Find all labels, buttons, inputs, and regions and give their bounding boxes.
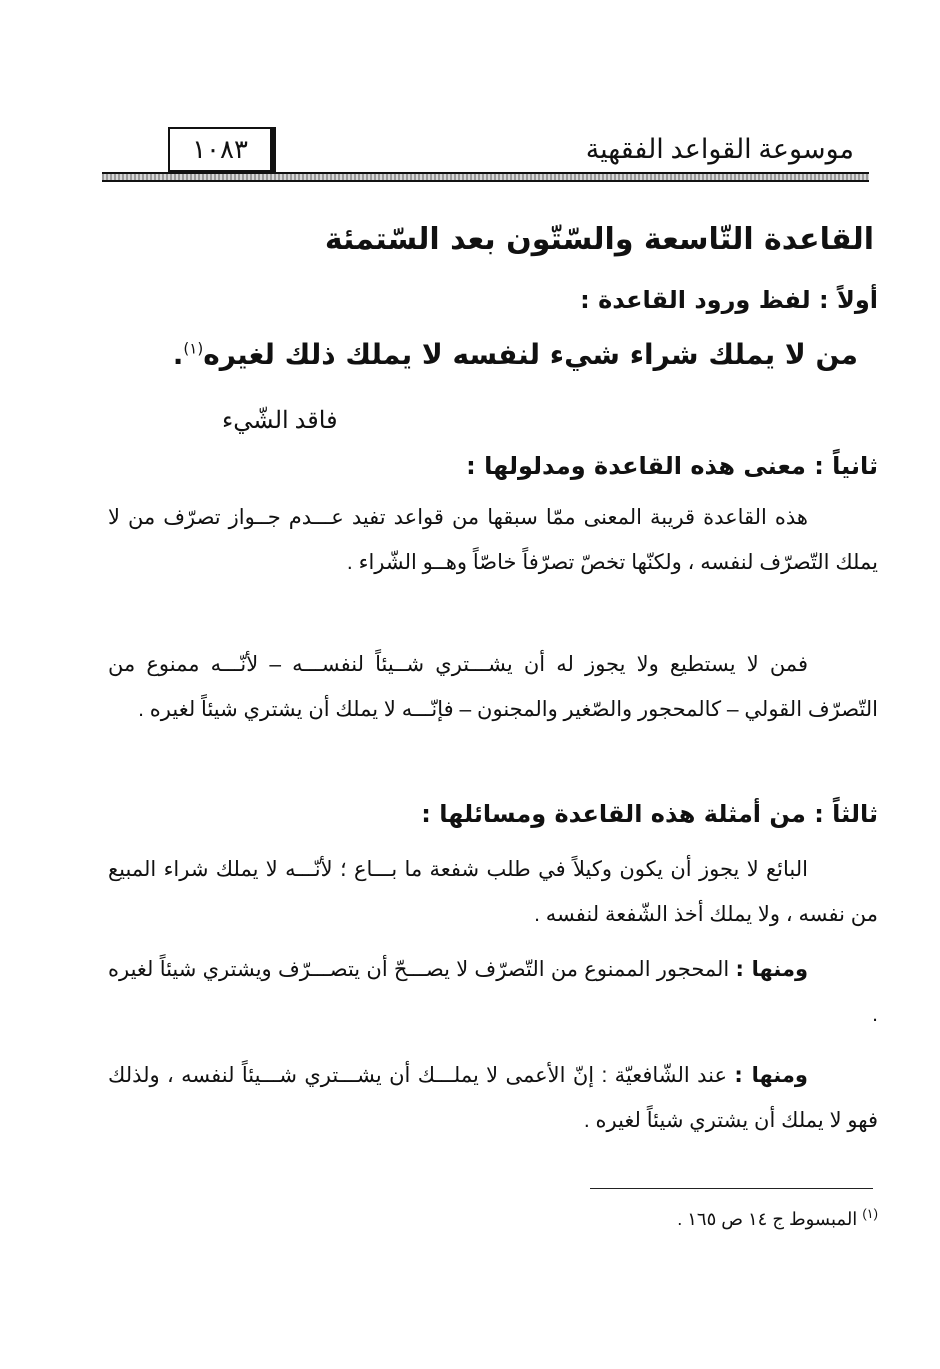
rule-text-body: من لا يملك شراء شيء لنفسه لا يملك ذلك لغيره [203, 338, 858, 371]
footnote [677, 1206, 878, 1230]
example-paragraph-2 [108, 947, 878, 1037]
footnote-rule [590, 1188, 873, 1189]
page-number: ١٠٨٣ [192, 134, 248, 164]
keyword: فاقد الشّيء [222, 408, 338, 434]
rule-text-end: . [172, 338, 184, 371]
paragraph-text: فمن لا يستطيع ولا يجوز له أن يشـــتري شــيئاً لنفســـه – لأنّـــه ممنوع من التّصرّف القولي – كالمحجور والصّغير والمجنون – فإنّـــه لا يملك أن يشتري شيئاً لغيره . [108, 653, 878, 721]
footnote-marker: (١) [862, 1206, 878, 1221]
section-heading-third: ثالثاً : من أمثلة هذه القاعدة ومسائلها : [421, 800, 878, 828]
header-rule [102, 172, 869, 182]
page-number-box [168, 127, 276, 175]
rule-text [173, 338, 858, 371]
meaning-paragraph-1 [108, 496, 878, 585]
paragraph-text: هذه القاعدة قريبة المعنى ممّا سبقها من قواعد تفيد عـــدم جــواز تصرّف من لا يملك التّصرّف لنفسه ، ولكنّها تخصّ تصرّفاً خاصّاً وهــو الشّراء . [108, 506, 878, 574]
book-title: موسوعة القواعد الفقهية [585, 134, 854, 164]
footnote-text: المبسوط ج ١٤ ص ١٦٥ . [677, 1209, 858, 1229]
paragraph-text: البائع لا يجوز أن يكون وكيلاً في طلب شفعة ما بـــاع ؛ لأنّـــه لا يملك شراء المبيع من نفسه ، ولا يملك أخذ الشّفعة لنفسه . [108, 858, 878, 926]
rule-heading: القاعدة التّاسعة والسّتّون بعد السّتمئة [324, 222, 874, 257]
meaning-paragraph-2 [108, 643, 878, 732]
section-heading-first: أولاً : لفظ ورود القاعدة : [580, 286, 878, 314]
paragraph-text: المحجور الممنوع من التّصرّف لا يصـــحّ أن يتصـــرّف ويشتري شيئاً لغيره . [108, 958, 878, 1026]
example-lead: ومنها : [735, 957, 808, 981]
footnote-ref[interactable]: (١) [183, 339, 204, 358]
example-paragraph-3 [108, 1053, 878, 1143]
example-paragraph-1 [108, 848, 878, 937]
section-heading-second: ثانياً : معنى هذه القاعدة ومدلولها : [466, 452, 878, 480]
paragraph-text: عند الشّافعيّة : إنّ الأعمى لا يملـــك أن يشـــتري شـــيئاً لنفسه ، ولذلك فهو لا يملك أن يشتري شيئاً لغيره . [108, 1064, 878, 1132]
example-lead: ومنها : [734, 1063, 808, 1087]
